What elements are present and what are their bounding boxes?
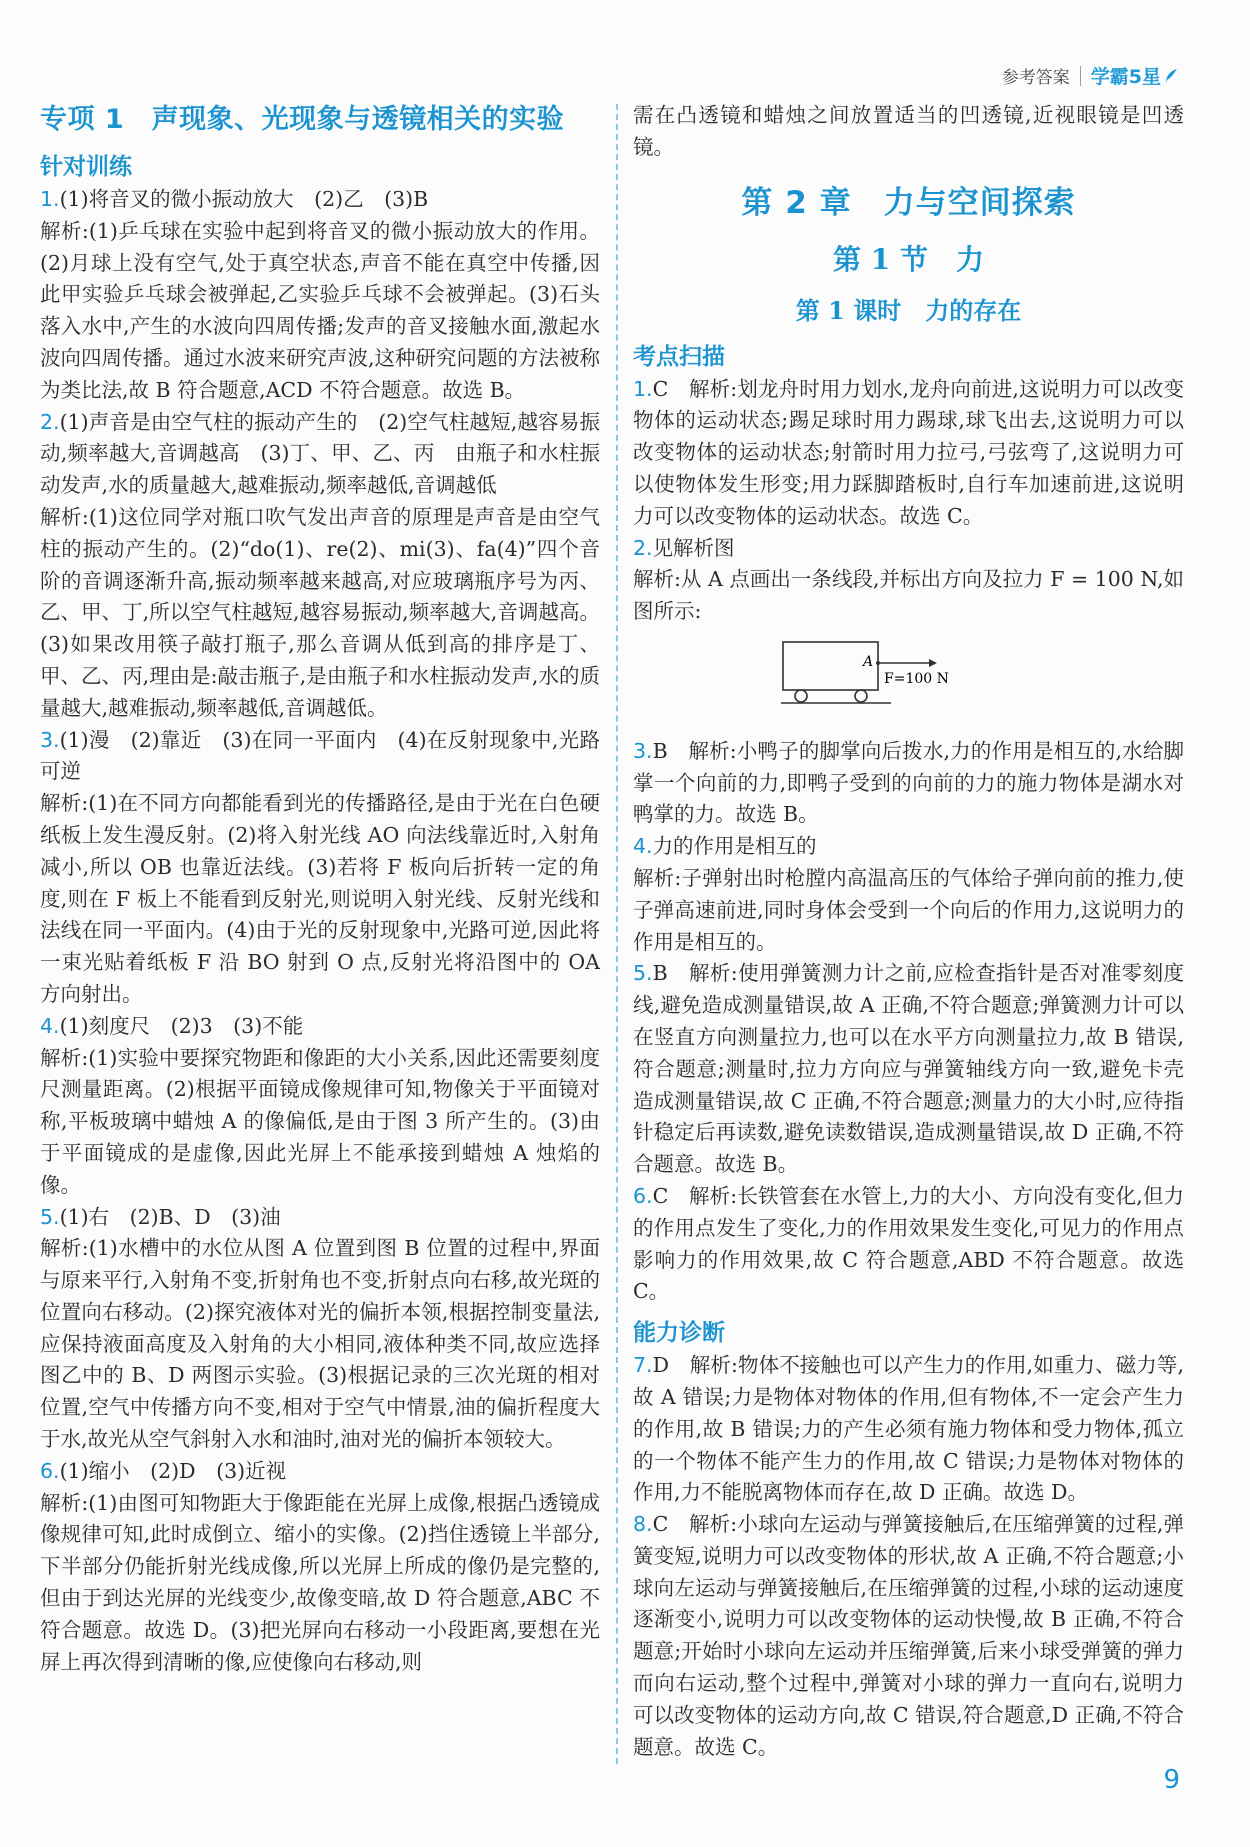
answer-item: 4.力的作用是相互的 xyxy=(633,834,817,859)
answer-item: 7.D 解析:物体不接触也可以产生力的作用,如重力、磁力等,故 A 错误;力是物体对物体的作用,但有物体,不一定会产生力的作用,故 B 错误;力的产生必须有施力物体和受力物体,孤立的一个物体不能产生力的作用,故 C 错误;力是物体对物体的作用,力不能脱离物体而存在,故 D 正确。故选 D。 xyxy=(633,1353,1184,1505)
analysis-text: 解析:子弹射出时枪膛内高温高压的气体给子弹向前的推力,使子弹高速前进,同时身体会受到一个向后的作用力,这说明力的作用是相互的。 xyxy=(633,865,1184,954)
item-number: 4. xyxy=(633,834,653,859)
answer-item: 8.C 解析:小球向左运动与弹簧接触后,在压缩弹簧的过程,弹簧变短,说明力可以改变物体的形状,故 A 正确,不符合题意;小球向左运动与弹簧接触后,在压缩弹簧的过程,小球的运动速度逐渐变小,说明力可以改变物体的运动快慢,故 B 正确,不符合题意;开始时小球向左运动并压缩弹簧,后来小球受弹簧的弹力而向右运动,整个过程中,弹簧对小球的弹力一直向右,说明力可以改变物体的运动方向,故 C 错误,符合题意,D 正确,不符合题意。故选 C。 xyxy=(633,1512,1184,1759)
cart-wheel-right xyxy=(855,690,867,702)
point-a-label: A xyxy=(863,653,874,670)
answer-item: 2.(1)声音是由空气柱的振动产生的 (2)空气柱越短,越容易振动,频率越大,音调越高 (3)丁、甲、乙、丙 由瓶子和水柱振动发声,水的质量越大,越难振动,频率越低,音调越低 xyxy=(40,409,600,498)
brand-logo xyxy=(1091,62,1178,89)
answer-item: 1.(1)将音叉的微小振动放大 (2)乙 (3)B xyxy=(40,187,429,211)
header-divider xyxy=(1080,66,1081,86)
analysis-text: 解析:从 A 点画出一条线段,并标出方向及拉力 F = 100 N,如图所示: xyxy=(633,567,1184,624)
analysis-text: 解析:(1)水槽中的水位从图 A 位置到图 B 位置的过程中,界面与原来平行,入射角不变,折射角也不变,折射点向右移,故光斑的位置向右移动。(2)探究液体对光的偏折本领,根据控制变量法,应保持液面高度及入射角的大小相同,液体种类不同,故应选择图乙中的 B、D 两图示实验。(3)根据记录的三次光斑的相对位置,空气中传播方向不变,相对于空气中情景,油的偏折程度大于水,故光从空气斜射入水和油时,油对光的偏折本领较大。 xyxy=(40,1236,600,1452)
section-title-diagnosis: 能力诊断 xyxy=(633,1320,725,1347)
answer-item: 4.(1)刻度尺 (2)3 (3)不能 xyxy=(40,1013,304,1038)
left-column xyxy=(40,98,600,1678)
item-number: 6. xyxy=(40,1458,60,1483)
force-arrowhead xyxy=(929,659,937,667)
answer-item: 3.(1)漫 (2)靠近 (3)在同一平面内 (4)在反射现象中,光路可逆 xyxy=(40,727,600,784)
topic-title: 专项 1 声现象、光现象与透镜相关的实验 xyxy=(40,104,565,135)
item-number: 2. xyxy=(40,409,60,434)
answer-item: 6.(1)缩小 (2)D (3)近视 xyxy=(40,1458,287,1483)
section-title-scan: 考点扫描 xyxy=(633,343,725,370)
node-title: 第 1 节 力 xyxy=(833,242,984,276)
item-number: 1. xyxy=(40,187,60,211)
section-title-practice: 针对训练 xyxy=(40,154,132,180)
analysis-text: 解析:(1)由图可知物距大于像距能在光屏上成像,根据凸透镜成像规律可知,此时成倒立、缩小的实像。(2)挡住透镜上半部分,下半部分仍能折射光线成像,所以光屏上所成的像仍是完整的,但由于到达光屏的光线变少,故像变暗,故 D 符合题意,ABC 不符合题意。故选 D。(3)把光屏向右移动一小段距离,要想在光屏上再次得到清晰的像,应使像向右移动,则 xyxy=(40,1490,600,1674)
item-number: 5. xyxy=(633,961,653,986)
column-divider xyxy=(616,104,618,1764)
right-column xyxy=(633,100,1184,1763)
analysis-text: 解析:(1)实验中要探究物距和像距的大小关系,因此还需要刻度尺测量距离。(2)根据平面镜成像规律可知,物像关于平面镜对称,平板玻璃中蜡烛 A 的像偏低,是由于图 3 所产生的。(3)由于平面镜成的是虚像,因此光屏上不能承接到蜡烛 A 烛焰的像。 xyxy=(40,1045,600,1197)
item-number: 8. xyxy=(633,1512,653,1537)
item-number: 4. xyxy=(40,1013,60,1038)
analysis-text: 解析:(1)乒乓球在实验中起到将音叉的微小振动放大的作用。(2)月球上没有空气,处于真空状态,声音不能在真空中传播,因此甲实验乒乓球会被弹起,乙实验乒乓球不会被弹起。(3)石头落入水中,产生的水波向四周传播;发声的音叉接触水面,激起水波向四周传播。通过水波来研究声波,这种研究问题的方法被称为类比法,故 B 符合题意,ACD 不符合题意。故选 B。 xyxy=(40,218,601,402)
item-number: 5. xyxy=(40,1204,60,1229)
page-header xyxy=(1002,62,1178,89)
item-number: 1. xyxy=(633,376,653,401)
answer-item: 1.C 解析:划龙舟时用力划水,龙舟向前进,这说明力可以改变物体的运动状态;踢足球时用力踢球,球飞出去,这说明力可以改变物体的运动状态;射箭时用力拉弓,弓弦弯了,这说明力可以使物体发生形变;用力踩脚踏板时,自行车加速前进,这说明力可以改变物体的运动状态。故选 C。 xyxy=(633,376,1184,528)
item-number: 6. xyxy=(633,1183,653,1208)
header-label: 参考答案 xyxy=(1001,68,1070,88)
cart-wheel-left xyxy=(795,690,807,702)
answer-item: 6.C 解析:长铁管套在水管上,力的大小、方向没有变化,但力的作用点发生了变化,力的作用效果发生变化,可见力的作用点影响力的作用效果,故 C 符合题意,ABD 不符合题意。故选 C。 xyxy=(633,1183,1184,1304)
item-number: 7. xyxy=(633,1353,653,1378)
item-number: 2. xyxy=(633,535,653,560)
answer-item: 5.(1)右 (2)B、D (3)油 xyxy=(40,1204,281,1229)
analysis-text: 解析:(1)这位同学对瓶口吹气发出声音的原理是声音是由空气柱的振动产生的。(2)“do(1)、re(2)、mi(3)、fa(4)”四个音阶的音调逐渐升高,振动频率越来越高,对应玻璃瓶序号为丙、乙、甲、丁,所以空气柱越短,越容易振动,频率越大,音调越高。(3)如果改用筷子敲打瓶子,那么音调从低到高的排序是丁、甲、乙、丙,理由是:敲击瓶子,是由瓶子和水柱振动发声,水的质量越大,越难振动,频率越低,音调越低。 xyxy=(40,504,600,720)
brand-text: 学霸5星 xyxy=(1090,66,1161,88)
lesson-title: 第 1 课时 力的存在 xyxy=(795,295,1022,325)
continuation-text: 需在凸透镜和蜡烛之间放置适当的凹透镜,近视眼镜是凹透镜。 xyxy=(633,103,1184,159)
answer-item: 5.B 解析:使用弹簧测力计之前,应检查指针是否对准零刻度线,避免造成测量错误,故 A 正确,不符合题意;弹簧测力计可以在竖直方向测量拉力,也可以在水平方向测量拉力,故 B 错误,符合题意;测量时,拉力方向应与弹簧轴线方向一致,避免卡壳造成测量错误,故 C 正确,不符合题意;测量力的大小时,应待指针稳定后再读数,避免读数错误,造成测量错误,故 D 正确,不符合题意。故选 B。 xyxy=(633,961,1184,1177)
analysis-text: 解析:(1)在不同方向都能看到光的传播路径,是由于光在白色硬纸板上发生漫反射。(2)将入射光线 AO 向法线靠近时,入射角减小,所以 OB 也靠近法线。(3)若将 F 板向后折转一定的角度,则在 F 板上不能看到反射光,则说明入射光线、反射光线和法线在同一平面内。(4)由于光的反射现象中,光路可逆,因此将一束光贴着纸板 F 沿 BO 射到 O 点,反射光将沿图中的 OA 方向射出。 xyxy=(40,791,600,1006)
force-diagram xyxy=(781,638,981,718)
answer-item: 3.B 解析:小鸭子的脚掌向后拨水,力的作用是相互的,水给脚掌一个向前的力,即鸭子受到的向前的力的施力物体是湖水对鸭掌的力。故选 B。 xyxy=(633,738,1184,827)
item-number: 3. xyxy=(633,738,653,763)
answer-item: 2.见解析图 xyxy=(633,535,735,560)
brand-leaf-icon xyxy=(1164,68,1178,84)
item-number: 3. xyxy=(40,727,60,752)
page-number: 9 xyxy=(1163,1765,1180,1795)
force-label: F=100 N xyxy=(884,670,949,687)
chapter-title: 第 2 章 力与空间探索 xyxy=(741,184,1076,221)
